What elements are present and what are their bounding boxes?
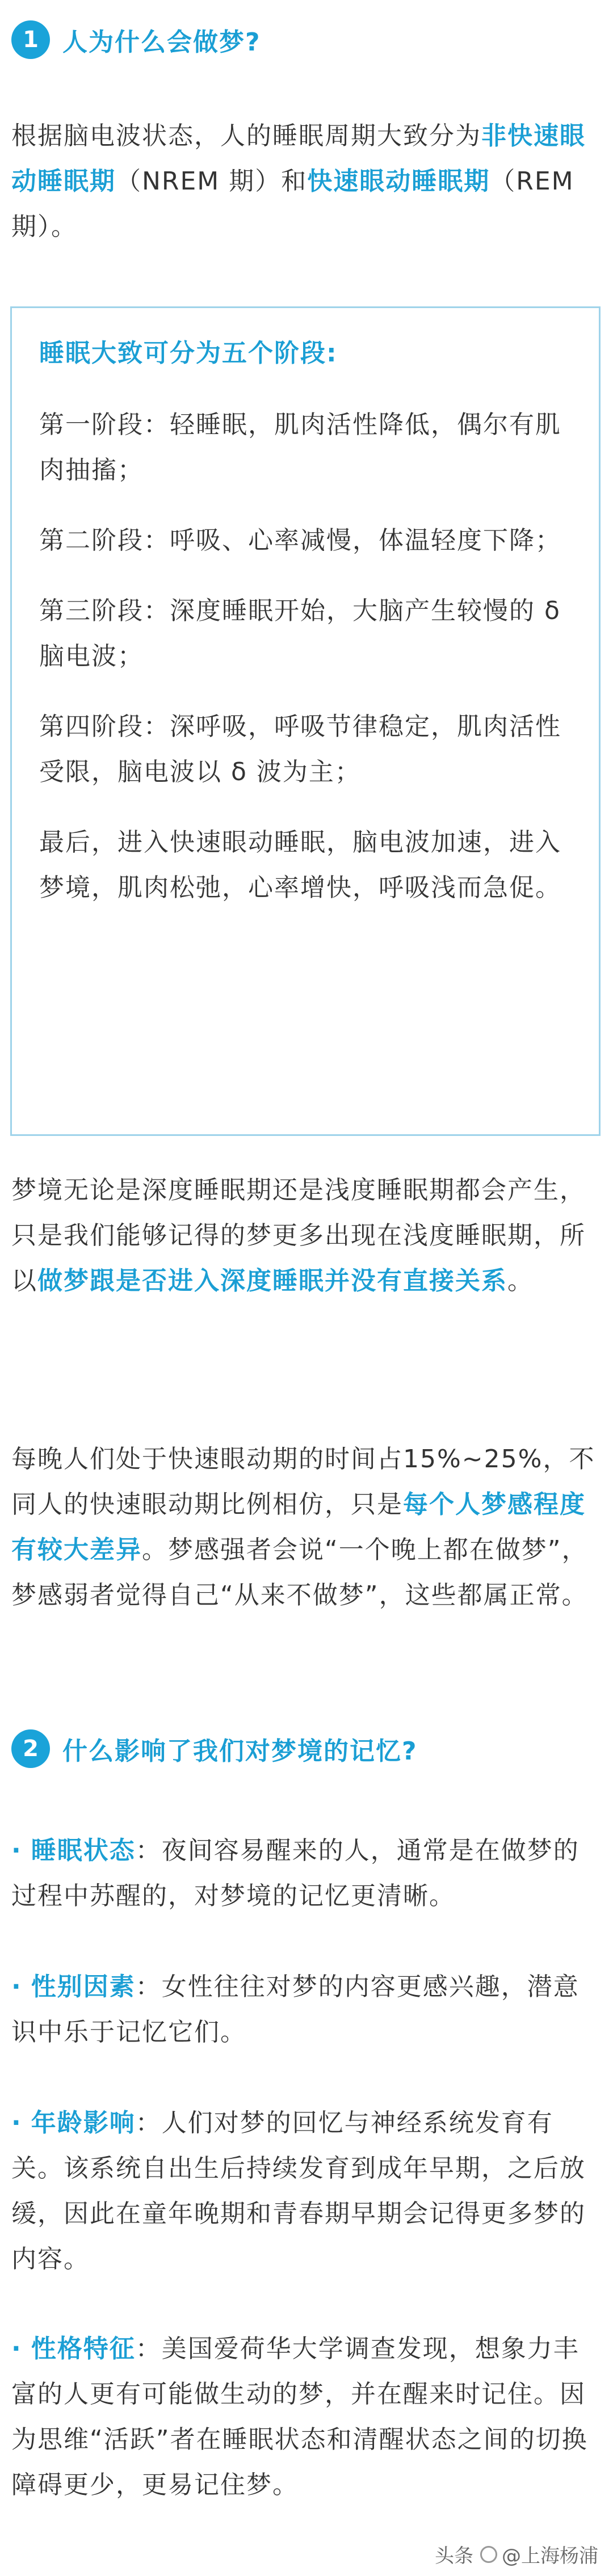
para3-text-2: 。梦感强者会说“一个晚上都在做梦”，梦感弱者觉得自己“从来不做梦”，这些都属正常。 [11, 1535, 588, 1610]
sleep-stages-box [10, 306, 601, 1136]
watermark [435, 2540, 598, 2568]
watermark-logo-icon [480, 2546, 497, 2563]
para3-text-1: 每晚人们处于快速眼动期的时间占15%~25%，不同人的快速眼动期比例相仿，只是 [11, 1445, 595, 1519]
dream-depth-paragraph [11, 1168, 602, 1304]
section-number-badge: 1 [11, 20, 50, 59]
factor-personality [11, 2326, 602, 2508]
factor-label: 睡眠状态 [31, 1836, 136, 1865]
section-title: 人为什么会做梦? [62, 28, 261, 57]
intro-paragraph [11, 113, 602, 250]
factor-label: 年龄影响 [31, 2108, 136, 2137]
factor-gender [11, 1964, 602, 2055]
intro-text-2: （NREM 期）和 [116, 167, 308, 196]
factor-sleep-state [11, 1828, 602, 1919]
stage-item: 第四阶段：深呼吸，呼吸节律稳定，肌肉活性受限，脑电波以 δ 波为主； [39, 712, 561, 786]
factor-text: ：人们对梦的回忆与神经系统发育有关。该系统自出生后持续发育到成年早期，之后放缓，因此在童年晚期和青春期早期会记得更多梦的内容。 [11, 2108, 586, 2274]
highlight-nrem: 非快速眼动睡眠期 [11, 121, 586, 196]
factor-age [11, 2101, 602, 2282]
section-title: 什么影响了我们对梦境的记忆? [62, 1737, 418, 1766]
bullet: · [11, 2334, 22, 2363]
intro-text-3: （REM 期）。 [11, 167, 574, 241]
section-number-badge: 2 [11, 1729, 50, 1768]
stage-item: 最后，进入快速眼动睡眠，脑电波加速，进入梦境，肌肉松弛，心率增快，呼吸浅而急促。 [39, 828, 561, 902]
section-1-header [11, 17, 261, 62]
watermark-prefix: 头条 [435, 2545, 473, 2567]
stage-item: 第二阶段：呼吸、心率减慢，体温轻度下降； [39, 526, 561, 555]
stages-box-title: 睡眠大致可分为五个阶段: [39, 339, 338, 368]
para3-highlight: 每个人梦感程度有较大差异 [11, 1490, 586, 1564]
stage-item: 第三阶段：深度睡眠开始，大脑产生较慢的 δ 脑电波； [39, 596, 561, 671]
watermark-account: @上海杨浦 [502, 2545, 598, 2567]
section-2-header [11, 1726, 418, 1771]
bullet: · [11, 1836, 22, 1865]
factor-text: ：女性往往对梦的内容更感兴趣，潜意识中乐于记忆它们。 [11, 1972, 580, 2047]
factor-text: ：美国爱荷华大学调查发现，想象力丰富的人更有可能做生动的梦，并在醒来时记住。因为思维“活跃”者在睡眠状态和清醒状态之间的切换障碍更少，更易记住梦。 [11, 2334, 588, 2499]
stage-item: 第一阶段：轻睡眠，肌肉活性降低，偶尔有肌肉抽搐； [39, 410, 561, 485]
factor-text: ：夜间容易醒来的人，通常是在做梦的过程中苏醒的，对梦境的记忆更清晰。 [11, 1836, 580, 1910]
highlight-rem: 快速眼动睡眠期 [307, 167, 490, 196]
bullet: · [11, 2108, 22, 2137]
rem-proportion-paragraph [11, 1437, 602, 1618]
para2-highlight: 做梦跟是否进入深度睡眠并没有直接关系 [37, 1266, 507, 1295]
factor-label: 性格特征 [31, 2334, 136, 2363]
bullet: · [11, 1972, 22, 2001]
para2-text-2: 。 [507, 1266, 534, 1295]
intro-text-1: 根据脑电波状态，人的睡眠周期大致分为 [11, 121, 481, 150]
factor-label: 性别因素 [31, 1972, 136, 2001]
para2-text-1: 梦境无论是深度睡眠期还是浅度睡眠期都会产生，只是我们能够记得的梦更多出现在浅度睡眠期，所以 [11, 1176, 586, 1295]
